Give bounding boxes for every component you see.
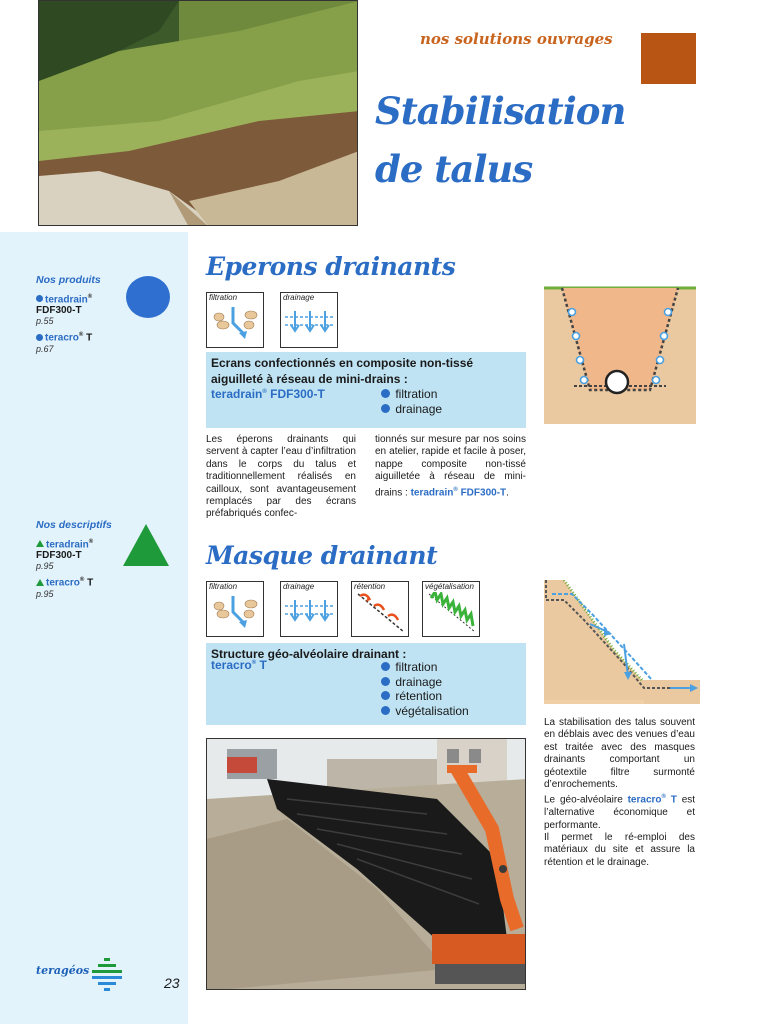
feature-item: filtration — [381, 387, 442, 402]
masque-slope-diagram — [544, 580, 700, 704]
section-title-masque: Masque drainant — [206, 541, 438, 570]
page-number: 23 — [164, 975, 180, 991]
bullet-triangle-icon — [36, 579, 44, 586]
descriptifs-triangle-icon — [123, 524, 169, 566]
descriptif-item[interactable]: teracro® T p.95 — [36, 577, 94, 599]
feature-item: végétalisation — [381, 704, 469, 719]
picto-drainage: drainage — [280, 581, 338, 637]
feature-item: drainage — [381, 675, 469, 690]
header-accent-square — [641, 33, 696, 84]
terageos-logo — [36, 958, 126, 992]
bullet-circle-icon — [381, 404, 390, 413]
descriptifs-list — [36, 537, 126, 599]
picto-drainage: drainage — [280, 292, 338, 348]
produits-list — [36, 292, 126, 354]
picto-retention: rétention — [351, 581, 409, 637]
picto-filtration: filtration — [206, 581, 264, 637]
vegetalisation-icon — [427, 592, 477, 634]
descriptif-item[interactable]: teradrain® FDF300-T p.95 — [36, 539, 94, 572]
eperons-box-product[interactable]: teradrain® FDF300-T — [211, 387, 325, 401]
logo-mark-icon — [92, 958, 124, 992]
page-title-line1: Stabilisation — [375, 89, 626, 133]
feature-item: filtration — [381, 660, 469, 675]
section-title-eperons: Eperons drainants — [206, 252, 456, 281]
retention-icon — [356, 592, 406, 634]
masque-box-heading: Structure géo-alvéolaire drainant : — [211, 647, 407, 661]
drainage-icon — [285, 303, 335, 345]
eperons-info-box — [206, 352, 526, 428]
slope-photo — [38, 0, 358, 226]
filtration-icon — [211, 592, 261, 634]
bullet-circle-icon — [381, 691, 390, 700]
produits-circle-icon — [126, 276, 170, 318]
produit-item[interactable]: teradrain® FDF300-T p.55 — [36, 294, 93, 327]
bullet-circle-icon — [381, 662, 390, 671]
bullet-circle-icon — [381, 706, 390, 715]
masque-box-product[interactable]: teracro® T — [211, 658, 267, 672]
masque-info-box — [206, 643, 526, 725]
feature-item: rétention — [381, 689, 469, 704]
picto-vegetalisation: végétalisation — [422, 581, 480, 637]
header-tagline: nos solutions ouvrages — [420, 30, 613, 48]
eperons-text-col2: tionnés sur mesure par nos soins en atelier, rapide et facile à poser, nappe composite non-tissé aiguilletée à réseau de mini-drains : teradrain® FDF300-T. — [375, 434, 526, 498]
construction-photo — [206, 738, 526, 990]
page-title — [375, 82, 625, 198]
filtration-icon — [211, 303, 261, 345]
eperons-text-col1: Les éperons drainants qui servent à capter l’eau d’infiltration dans le corps du talus et traditionnellement réalisés en cailloux, sont avantageusement remplacés par des écrans préfabriqués confec- — [206, 434, 356, 520]
bullet-circle-icon — [36, 334, 43, 341]
produits-heading: Nos produits — [36, 274, 101, 286]
picto-filtration: filtration — [206, 292, 264, 348]
feature-item: drainage — [381, 402, 442, 417]
bullet-circle-icon — [381, 677, 390, 686]
produit-item[interactable]: teracro® T p.67 — [36, 332, 93, 354]
descriptifs-heading: Nos descriptifs — [36, 519, 112, 531]
bullet-circle-icon — [381, 389, 390, 398]
eperons-trench-diagram — [544, 282, 696, 424]
logo-text: teragéos — [36, 964, 90, 977]
eperons-box-heading: Ecrans confectionnés en composite non-tissé aiguilleté à réseau de mini-drains : — [211, 356, 474, 386]
bullet-circle-icon — [36, 295, 43, 302]
page-title-line2: de talus — [375, 147, 533, 191]
masque-text: La stabilisation des talus souvent en déblais avec des venues d’eau est traitée avec des masques drainants comportant un géotextile filtre surmonté d’enrochements. Le géo-alvéolaire teracro® T est l’alternative économique et performante. Il permet le ré-emploi des matériaux du site et assure la rétention et le drainage. — [544, 717, 696, 868]
drainage-icon — [285, 592, 335, 634]
bullet-triangle-icon — [36, 540, 44, 547]
